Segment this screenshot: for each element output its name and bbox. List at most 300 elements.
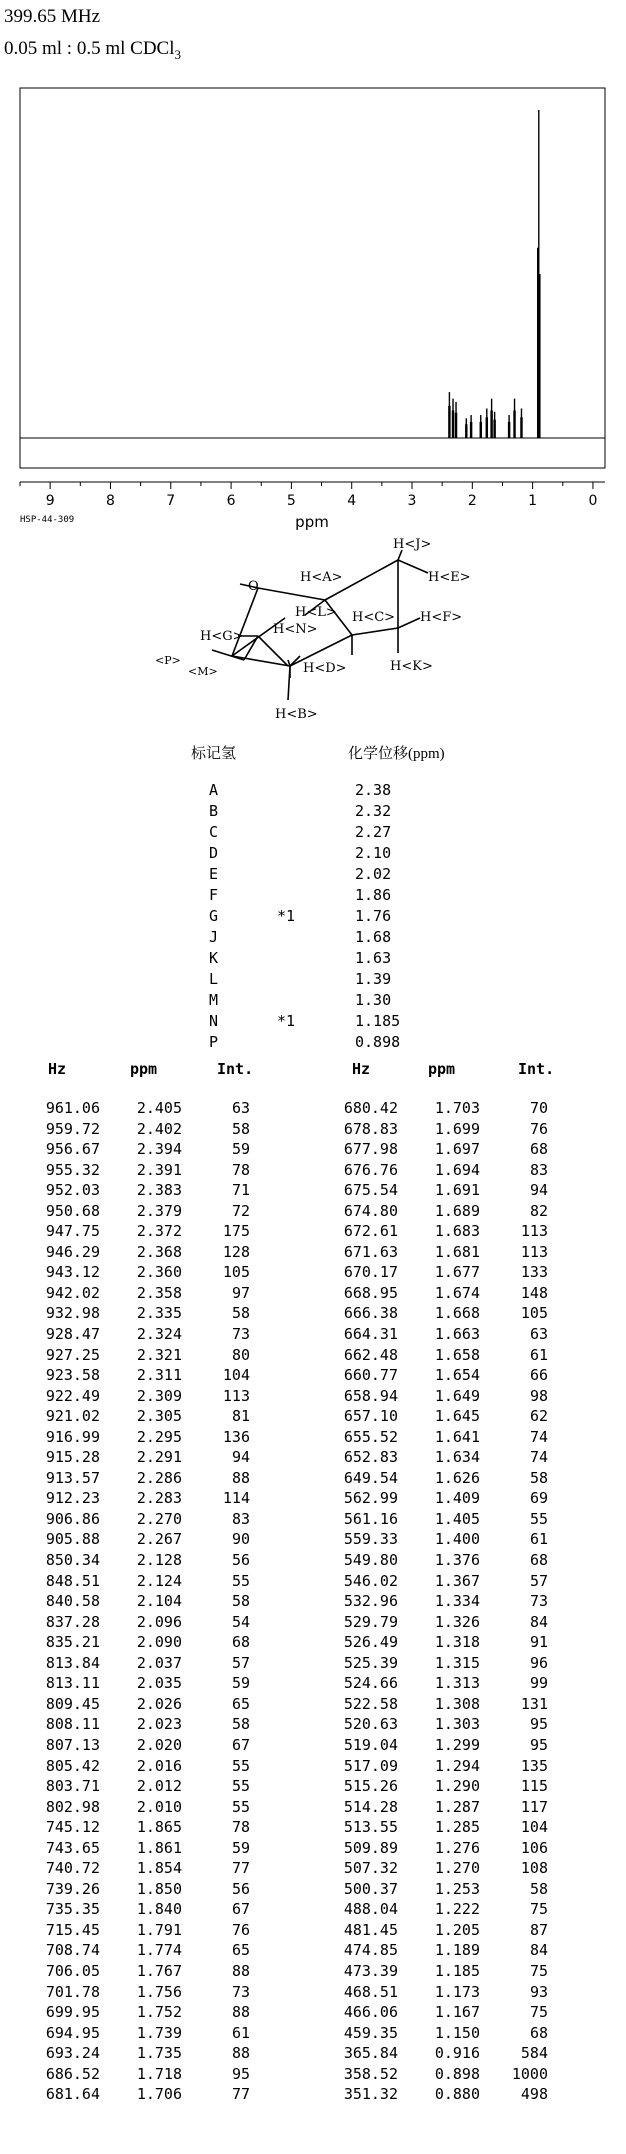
peak-hz: 488.04 — [343, 1900, 398, 1919]
peak-ppm: 2.368 — [136, 1242, 182, 1261]
peak-row — [30, 2043, 250, 2064]
peak-row — [30, 1673, 250, 1694]
peak-ppm: 2.023 — [136, 1715, 182, 1734]
peak-ppm: 1.865 — [136, 1818, 182, 1837]
peak-ppm: 2.283 — [136, 1489, 182, 1508]
peak-int: 68 — [529, 2023, 548, 2042]
peak-row — [328, 1838, 548, 1859]
peak-int: 68 — [529, 1551, 548, 1570]
peak-row — [30, 1735, 250, 1756]
peak-hz: 525.39 — [343, 1653, 398, 1672]
peak-ppm: 1.222 — [434, 1900, 480, 1919]
peak-row — [30, 1858, 250, 1879]
peak-ppm: 2.379 — [136, 1201, 182, 1220]
peak-ppm: 2.394 — [136, 1140, 182, 1159]
peak-hz: 906.86 — [45, 1509, 100, 1528]
peak-int: 58 — [529, 1879, 548, 1898]
peak-hz: 500.37 — [343, 1879, 398, 1898]
assign-shift: 2.32 — [355, 802, 392, 820]
peak-int: 68 — [529, 1140, 548, 1159]
peak-row — [328, 2064, 548, 2085]
peak-ppm: 2.291 — [136, 1448, 182, 1467]
peak-hz: 837.28 — [45, 1612, 100, 1631]
peak-row — [328, 1098, 548, 1119]
x-tick-label: 5 — [286, 493, 296, 509]
peak-hz: 520.63 — [343, 1715, 398, 1734]
peak-int: 59 — [231, 1838, 250, 1857]
label-hd: H<D> — [303, 661, 347, 676]
peak-ppm: 1.658 — [434, 1345, 480, 1364]
peak-row — [328, 1406, 548, 1427]
peak-row — [30, 1345, 250, 1366]
peak-hz: 923.58 — [45, 1366, 100, 1385]
peak-int: 63 — [231, 1099, 250, 1117]
label-hb: H<B> — [275, 707, 318, 722]
label-p: <P> — [155, 654, 181, 667]
peak-ppm: 1.626 — [434, 1468, 480, 1487]
assign-label: D — [209, 844, 219, 862]
peak-ppm: 1.334 — [434, 1592, 480, 1611]
peak-row — [30, 1201, 250, 1222]
peak-int: 54 — [231, 1612, 250, 1631]
peak-int: 58 — [231, 1119, 250, 1138]
peak-ppm: 2.324 — [136, 1325, 182, 1344]
peak-hz: 809.45 — [45, 1694, 100, 1713]
peak-int: 104 — [520, 1818, 548, 1837]
sample-prefix: 0.05 ml : 0.5 ml CDCl — [4, 38, 175, 59]
peak-ppm: 1.683 — [434, 1222, 480, 1241]
peak-ppm: 2.405 — [136, 1099, 182, 1117]
peak-row — [328, 1509, 548, 1530]
peak-row — [328, 1817, 548, 1838]
assign-shift: 1.76 — [355, 907, 392, 925]
peak-row — [30, 1098, 250, 1119]
peak-int: 106 — [520, 1838, 548, 1857]
peak-int: 95 — [529, 1715, 548, 1734]
peak-ppm: 1.294 — [434, 1756, 480, 1775]
peak-int: 77 — [231, 2085, 250, 2104]
x-axis-label: ppm — [295, 513, 329, 531]
peak-int: 77 — [231, 1859, 250, 1878]
peak-ppm: 2.128 — [136, 1551, 182, 1570]
peak-hz: 474.85 — [343, 1941, 398, 1960]
peak-hz: 652.83 — [343, 1448, 398, 1467]
peak-ppm: 1.400 — [434, 1530, 480, 1549]
peak-hz: 658.94 — [343, 1386, 398, 1405]
peak-int: 56 — [231, 1551, 250, 1570]
peak-int: 95 — [529, 1735, 548, 1754]
peak-row — [328, 1201, 548, 1222]
peak-int: 55 — [529, 1509, 548, 1528]
assign-shift: 1.68 — [355, 928, 392, 946]
peak-ppm: 1.654 — [434, 1366, 480, 1385]
peak-ppm: 2.383 — [136, 1181, 182, 1200]
peak-int: 87 — [529, 1920, 548, 1939]
peak-int: 94 — [231, 1448, 250, 1467]
peak-ppm: 1.315 — [434, 1653, 480, 1672]
peak-int: 75 — [529, 2003, 548, 2022]
peak-ppm: 1.706 — [136, 2085, 182, 2104]
label-hc: H<C> — [352, 610, 396, 625]
peak-int: 66 — [529, 1366, 548, 1385]
peak-row — [30, 1139, 250, 1160]
peak-hz: 677.98 — [343, 1140, 398, 1159]
x-tick-label: 0 — [588, 493, 598, 509]
assign-shift: 1.39 — [355, 970, 392, 988]
peak-ppm: 1.308 — [434, 1694, 480, 1713]
peak-int: 73 — [231, 1982, 250, 2001]
peak-ppm: 1.270 — [434, 1859, 480, 1878]
peak-hz: 674.80 — [343, 1201, 398, 1220]
peak-int: 128 — [222, 1242, 250, 1261]
peak-row — [328, 1180, 548, 1201]
peak-hz: 466.06 — [343, 2003, 398, 2022]
peak-row — [30, 1653, 250, 1674]
peak-row — [30, 2023, 250, 2044]
peak-int: 83 — [529, 1160, 548, 1179]
peak-ppm: 1.668 — [434, 1304, 480, 1323]
label-ha: H<A> — [300, 570, 343, 585]
peak-int: 57 — [231, 1653, 250, 1672]
assign-shift: 1.30 — [355, 991, 392, 1009]
x-tick-label: 1 — [528, 493, 538, 509]
peak-hz: 921.02 — [45, 1407, 100, 1426]
spectrum-trace — [20, 110, 605, 438]
peak-int: 76 — [231, 1920, 250, 1939]
peak-ppm: 1.752 — [136, 2003, 182, 2022]
peak-ppm: 1.791 — [136, 1920, 182, 1939]
label-hk: H<K> — [390, 659, 433, 674]
peak-int: 68 — [231, 1633, 250, 1652]
assign-label: J — [209, 928, 219, 946]
assign-label: C — [209, 823, 219, 841]
peak-hz: 680.42 — [343, 1099, 398, 1117]
assign-label: A — [209, 781, 219, 799]
assign-header-shift: 化学位移(ppm) — [348, 746, 445, 762]
peak-hz: 955.32 — [45, 1160, 100, 1179]
peak-int: 115 — [520, 1777, 548, 1796]
peak-row — [30, 2064, 250, 2085]
peak-int: 67 — [231, 1735, 250, 1754]
peak-int: 55 — [231, 1797, 250, 1816]
peak-ppm: 1.167 — [434, 2003, 480, 2022]
peak-row — [30, 1262, 250, 1283]
peak-row — [328, 1673, 548, 1694]
peak-row — [328, 1632, 548, 1653]
peak-hz: 950.68 — [45, 1201, 100, 1220]
peak-ppm: 1.376 — [434, 1551, 480, 1570]
peak-hz: 745.12 — [45, 1818, 100, 1837]
peak-header-hz-left: Hz — [48, 1060, 67, 1078]
peak-hz: 666.38 — [343, 1304, 398, 1323]
peak-int: 65 — [231, 1694, 250, 1713]
peak-row — [328, 2043, 548, 2064]
peak-int: 58 — [231, 1715, 250, 1734]
peak-int: 62 — [529, 1407, 548, 1426]
peak-hz: 657.10 — [343, 1407, 398, 1426]
assign-shift: 0.898 — [355, 1033, 401, 1051]
assign-shift: 2.02 — [355, 865, 392, 883]
peak-ppm: 1.774 — [136, 1941, 182, 1960]
peak-row — [328, 1899, 548, 1920]
peak-header-hz-right: Hz — [352, 1060, 371, 1078]
peak-int: 99 — [529, 1674, 548, 1693]
peak-ppm: 1.694 — [434, 1160, 480, 1179]
peak-row — [328, 1571, 548, 1592]
peak-int: 70 — [529, 1099, 548, 1117]
peak-hz: 507.32 — [343, 1859, 398, 1878]
peak-row — [328, 1591, 548, 1612]
peak-int: 98 — [529, 1386, 548, 1405]
peak-hz: 672.61 — [343, 1222, 398, 1241]
peak-row — [30, 1714, 250, 1735]
peak-hz: 517.09 — [343, 1756, 398, 1775]
peak-int: 71 — [231, 1181, 250, 1200]
peak-ppm: 1.276 — [434, 1838, 480, 1857]
peak-hz: 549.80 — [343, 1551, 398, 1570]
peak-hz: 532.96 — [343, 1592, 398, 1611]
peak-row — [328, 1940, 548, 1961]
peak-ppm: 2.267 — [136, 1530, 182, 1549]
label-hn: H<N> — [273, 622, 318, 637]
peak-row — [328, 1160, 548, 1181]
peak-ppm: 1.285 — [434, 1818, 480, 1837]
peak-hz: 515.26 — [343, 1777, 398, 1796]
peak-row — [30, 1899, 250, 1920]
assign-shift: 1.185 — [355, 1012, 401, 1030]
peak-hz: 559.33 — [343, 1530, 398, 1549]
peak-row — [30, 1612, 250, 1633]
peak-row — [328, 1262, 548, 1283]
peak-row — [30, 1817, 250, 1838]
peak-ppm: 1.409 — [434, 1489, 480, 1508]
peak-row — [30, 1982, 250, 2003]
peak-int: 56 — [231, 1879, 250, 1898]
peak-int: 88 — [231, 1468, 250, 1487]
label-hg: H<G> — [200, 629, 244, 644]
peak-ppm: 2.321 — [136, 1345, 182, 1364]
peak-int: 57 — [529, 1571, 548, 1590]
peak-int: 88 — [231, 2044, 250, 2063]
peak-ppm: 2.335 — [136, 1304, 182, 1323]
peak-hz: 365.84 — [343, 2044, 398, 2063]
peak-row — [30, 1756, 250, 1777]
peak-int: 83 — [231, 1509, 250, 1528]
peak-row — [30, 1632, 250, 1653]
peak-hz: 693.24 — [45, 2044, 100, 2063]
peak-row — [30, 1591, 250, 1612]
peak-row — [30, 1406, 250, 1427]
peak-row — [30, 1365, 250, 1386]
peak-row — [30, 1776, 250, 1797]
peak-hz: 803.71 — [45, 1777, 100, 1796]
peak-ppm: 2.360 — [136, 1263, 182, 1282]
peak-int: 58 — [529, 1468, 548, 1487]
peak-ppm: 1.634 — [434, 1448, 480, 1467]
peak-ppm: 1.850 — [136, 1879, 182, 1898]
peak-hz: 546.02 — [343, 1571, 398, 1590]
peak-row — [328, 1447, 548, 1468]
peak-int: 61 — [529, 1345, 548, 1364]
peak-row — [30, 1488, 250, 1509]
peak-int: 74 — [529, 1427, 548, 1446]
peak-int: 73 — [231, 1325, 250, 1344]
peak-int: 61 — [231, 2023, 250, 2042]
peak-row — [328, 1982, 548, 2003]
peak-int: 72 — [231, 1201, 250, 1220]
peak-ppm: 1.205 — [434, 1920, 480, 1939]
peak-ppm: 1.645 — [434, 1407, 480, 1426]
peak-ppm: 1.405 — [434, 1509, 480, 1528]
peak-int: 65 — [231, 1941, 250, 1960]
peak-hz: 561.16 — [343, 1509, 398, 1528]
peak-row — [328, 1879, 548, 1900]
peak-row — [328, 1694, 548, 1715]
assign-label: E — [209, 865, 219, 883]
peak-ppm: 1.290 — [434, 1777, 480, 1796]
peak-row — [30, 1920, 250, 1941]
peak-int: 88 — [231, 1961, 250, 1980]
peak-row — [328, 1324, 548, 1345]
peak-row — [30, 1571, 250, 1592]
peak-hz: 468.51 — [343, 1982, 398, 2001]
peak-hz: 670.17 — [343, 1263, 398, 1282]
peak-ppm: 1.150 — [434, 2023, 480, 2042]
peak-hz: 694.95 — [45, 2023, 100, 2042]
assign-label: P — [209, 1033, 219, 1051]
peak-row — [328, 1653, 548, 1674]
assign-shift: 2.38 — [355, 781, 392, 799]
peak-ppm: 1.303 — [434, 1715, 480, 1734]
spectrometer-frequency: 399.65 MHz — [4, 6, 101, 27]
peak-row — [328, 1242, 548, 1263]
peak-row — [328, 1365, 548, 1386]
peak-row — [30, 1694, 250, 1715]
peak-ppm: 2.096 — [136, 1612, 182, 1631]
peak-ppm: 0.898 — [434, 2064, 480, 2083]
peak-row — [328, 1119, 548, 1140]
hsp-code: HSP-44-309 — [20, 515, 75, 525]
peak-row — [328, 1221, 548, 1242]
peak-ppm: 1.697 — [434, 1140, 480, 1159]
peak-row — [30, 1468, 250, 1489]
peak-hz: 740.72 — [45, 1859, 100, 1878]
peak-hz: 662.48 — [343, 1345, 398, 1364]
peak-header-int-left: Int. — [217, 1060, 254, 1078]
peak-row — [328, 1529, 548, 1550]
peak-ppm: 1.299 — [434, 1735, 480, 1754]
peak-int: 93 — [529, 1982, 548, 2001]
peak-hz: 481.45 — [343, 1920, 398, 1939]
assign-header-label: 标记氢 — [191, 746, 237, 762]
peak-int: 113 — [520, 1242, 548, 1261]
peak-int: 133 — [520, 1263, 548, 1282]
peak-hz: 942.02 — [45, 1283, 100, 1302]
peak-int: 105 — [520, 1304, 548, 1323]
peak-hz: 524.66 — [343, 1674, 398, 1693]
sample-subscript: 3 — [174, 46, 181, 62]
peak-row — [328, 1303, 548, 1324]
peak-ppm: 1.287 — [434, 1797, 480, 1816]
peak-row — [30, 1797, 250, 1818]
peak-ppm: 2.309 — [136, 1386, 182, 1405]
assign-label: G — [209, 907, 219, 925]
peak-ppm: 2.270 — [136, 1509, 182, 1528]
x-tick-label: 6 — [226, 493, 236, 509]
peak-int: 113 — [222, 1386, 250, 1405]
peak-hz: 664.31 — [343, 1325, 398, 1344]
sample-description — [4, 38, 181, 63]
peak-header-ppm-right: ppm — [428, 1060, 456, 1078]
peak-row — [30, 1303, 250, 1324]
peak-int: 95 — [231, 2064, 250, 2083]
peak-ppm: 1.674 — [434, 1283, 480, 1302]
x-tick-label: 3 — [407, 493, 417, 509]
peak-ppm: 1.854 — [136, 1859, 182, 1878]
peak-ppm: 1.318 — [434, 1633, 480, 1652]
peak-ppm: 1.677 — [434, 1263, 480, 1282]
x-tick-label: 4 — [347, 493, 357, 509]
peak-int: 1000 — [511, 2064, 548, 2083]
peak-ppm: 2.104 — [136, 1592, 182, 1611]
peak-row — [328, 1797, 548, 1818]
peak-row — [30, 1180, 250, 1201]
peak-ppm: 0.880 — [434, 2085, 480, 2104]
peak-int: 75 — [529, 1900, 548, 1919]
peak-ppm: 2.295 — [136, 1427, 182, 1446]
peak-row — [30, 1961, 250, 1982]
peak-hz: 562.99 — [343, 1489, 398, 1508]
peak-row — [328, 1858, 548, 1879]
peak-ppm: 1.689 — [434, 1201, 480, 1220]
peak-int: 74 — [529, 1448, 548, 1467]
peak-hz: 805.42 — [45, 1756, 100, 1775]
peak-hz: 529.79 — [343, 1612, 398, 1631]
peak-ppm: 2.037 — [136, 1653, 182, 1672]
peak-hz: 660.77 — [343, 1366, 398, 1385]
nmr-spectrum-chart — [0, 80, 626, 531]
peak-row — [328, 1920, 548, 1941]
peak-hz: 715.45 — [45, 1920, 100, 1939]
peak-int: 76 — [529, 1119, 548, 1138]
peak-int: 498 — [520, 2085, 548, 2104]
peak-hz: 668.95 — [343, 1283, 398, 1302]
peak-int: 131 — [520, 1694, 548, 1713]
peak-int: 55 — [231, 1571, 250, 1590]
peak-ppm: 1.367 — [434, 1571, 480, 1590]
peak-ppm: 2.026 — [136, 1694, 182, 1713]
peak-ppm: 1.173 — [434, 1982, 480, 2001]
assign-shift: 2.27 — [355, 823, 392, 841]
peak-row — [30, 1447, 250, 1468]
peak-int: 84 — [529, 1612, 548, 1631]
peak-int: 59 — [231, 1140, 250, 1159]
peak-hz: 916.99 — [45, 1427, 100, 1446]
peak-row — [328, 1386, 548, 1407]
peak-ppm: 1.313 — [434, 1674, 480, 1693]
peak-int: 88 — [231, 2003, 250, 2022]
assign-shift: 1.86 — [355, 886, 392, 904]
assign-shift: 2.10 — [355, 844, 392, 862]
peak-int: 75 — [529, 1961, 548, 1980]
peak-hz: 961.06 — [45, 1099, 100, 1117]
peak-hz: 473.39 — [343, 1961, 398, 1980]
peak-row — [328, 1735, 548, 1756]
peak-row — [30, 1509, 250, 1530]
peak-row — [328, 1961, 548, 1982]
peak-hz: 699.95 — [45, 2003, 100, 2022]
peak-int: 58 — [231, 1304, 250, 1323]
